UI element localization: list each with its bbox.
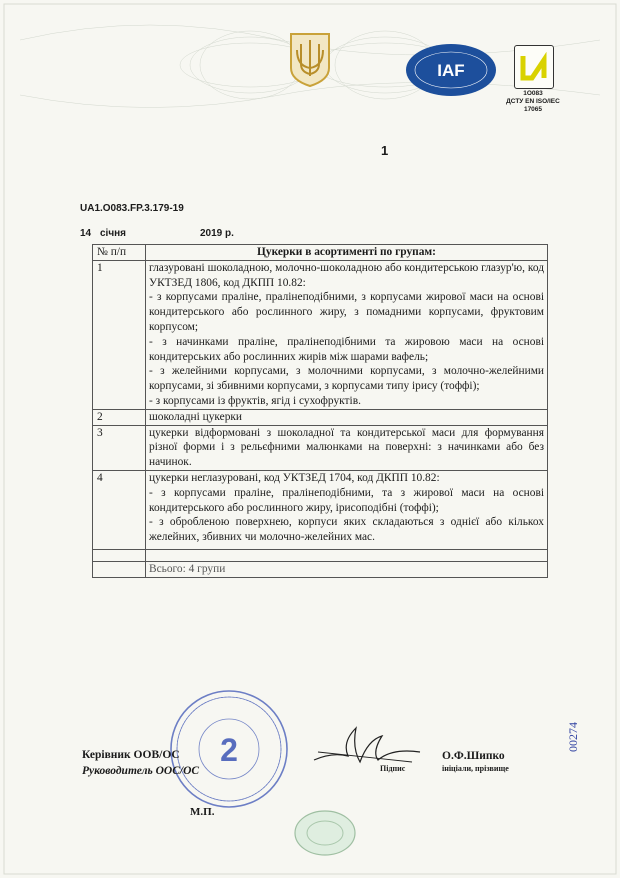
head-title-ua: Керівник ООВ/ОС — [82, 749, 180, 761]
row-line: - з корпусами із фруктів, ягід і сухофруктів. — [149, 394, 361, 407]
row-line: - з начинками праліне, пралінеподібними та жировою маси на основі кондитерських або рослинних жирів між шарами вафель; — [149, 335, 544, 363]
accreditation-standard-text: ДСТУ EN ISO/IEC 17065 — [506, 98, 560, 113]
head-title-ru: Руководитель ООС/ОС — [82, 765, 200, 777]
hologram-seal-icon — [292, 808, 358, 858]
table-empty-row — [93, 549, 548, 561]
row-num: 3 — [93, 425, 146, 470]
signature-label: Підпис — [380, 764, 406, 773]
date-day: 14 — [80, 228, 92, 239]
serial-number: 00274 — [566, 722, 580, 752]
row-num: 2 — [93, 409, 146, 425]
round-stamp-icon — [168, 688, 290, 810]
row-line: - з корпусами праліне, пралінеподібними, з корпусами жирової маси на основі кондитерського або рослинного жиру, з помадними корпусами, фруктовим корпусом; — [149, 291, 544, 333]
row-num: 1 — [93, 260, 146, 409]
empty-cell — [93, 561, 146, 577]
signer-name-label: ініціали, прізвище — [442, 764, 509, 773]
row-description — [146, 409, 548, 425]
row-num: 4 — [93, 470, 146, 549]
iaf-logo-text: IAF — [437, 61, 465, 80]
product-groups-table — [92, 244, 548, 578]
row-line: - з обробленою поверхнею, корпуси яких складаються з однієї або кількох желейних, збивних чи молочно-желейних мас. — [149, 516, 544, 544]
ilac-mark-icon — [520, 52, 548, 82]
date-month: січня — [100, 228, 127, 239]
empty-cell — [93, 549, 146, 561]
accreditation-mark-icon — [514, 45, 554, 89]
table-row — [93, 470, 548, 549]
row-line: - з корпусами праліне, пралінеподібними, та з жирової маси на основі кондитерського або рослинного жиру, ірисоподібні (тоффі); — [149, 486, 544, 514]
row-line: цукерки відформовані з шоколадної та кондитерської маси для формування різної форми і з рельєфними малюнками на поверхні: з начинками або без начинок. — [149, 426, 544, 469]
row-line: - з желейними корпусами, з молочними корпусами, з молочно-желейними корпусами, зі збивними корпусами, з корпусами типу ірису (тоффі); — [149, 365, 544, 393]
signer-name: О.Ф.Шипко — [442, 750, 505, 762]
col-num-header: № п/п — [93, 245, 146, 261]
certificate-number: UA1.O083.FP.3.179-19 — [80, 203, 184, 214]
table-header-row — [93, 245, 548, 261]
row-line: глазуровані шоколадною, молочно-шоколадною або кондитерською глазур'ю, код УКТЗЕД 1806, код ДКПП 10.82: — [149, 261, 544, 289]
stamp-number: 2 — [220, 732, 238, 768]
seal-place-label: М.П. — [190, 806, 215, 818]
date-year: 2019 р. — [200, 228, 234, 239]
row-line: шоколадні цукерки — [149, 410, 243, 423]
empty-cell — [146, 549, 548, 561]
signature-icon — [312, 722, 422, 770]
page-number: 1 — [381, 143, 389, 158]
row-description — [146, 260, 548, 409]
row-line: цукерки неглазуровані, код УКТЗЕД 1704, код ДКПП 10.82: — [149, 471, 440, 484]
iaf-logo-icon — [405, 43, 497, 97]
row-description — [146, 470, 548, 549]
row-description — [146, 425, 548, 470]
table-row — [93, 425, 548, 470]
total-groups: Всього: 4 групи — [146, 561, 548, 577]
table-row — [93, 260, 548, 409]
table-row — [93, 409, 548, 425]
trident-emblem-icon — [287, 30, 333, 88]
col-name-header: Цукерки в асортименті по групам: — [146, 245, 548, 261]
accreditation-code-text: 1О083 — [523, 90, 543, 97]
accreditation-code — [498, 90, 568, 114]
table-total-row — [93, 561, 548, 577]
